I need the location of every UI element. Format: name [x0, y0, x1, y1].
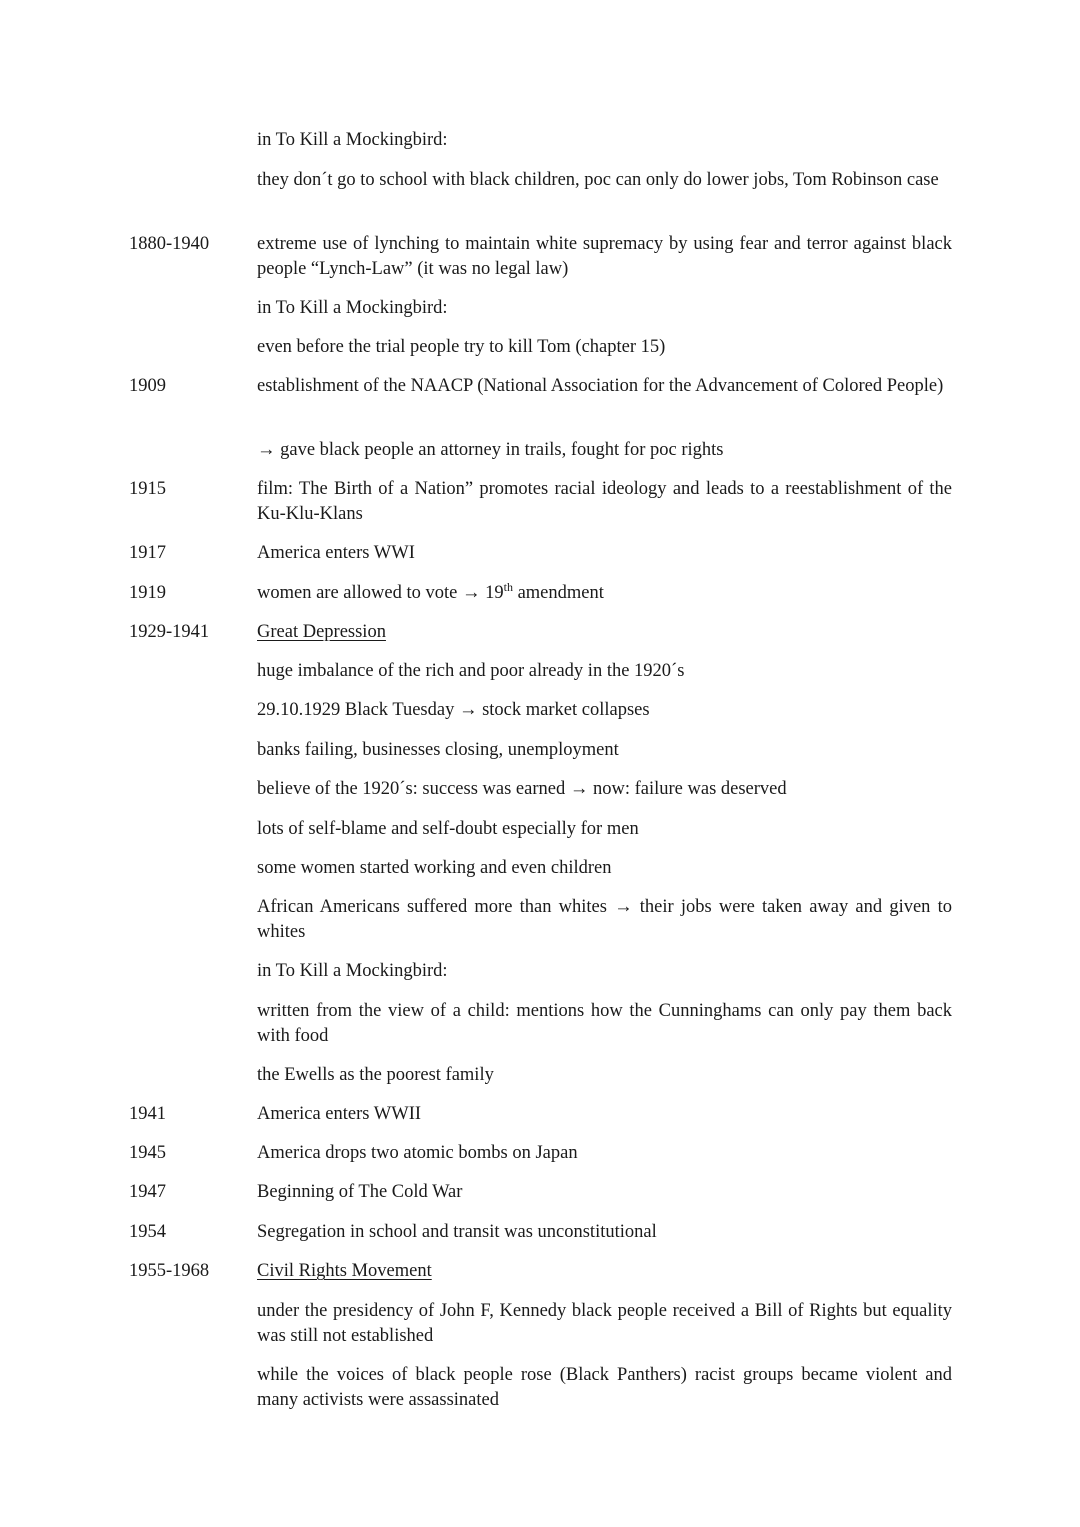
timeline-text: in To Kill a Mockingbird:	[257, 130, 448, 150]
timeline-text: African Americans suffered more than whites → their jobs were taken away and given to whites	[257, 897, 952, 942]
timeline-text: America drops two atomic bombs on Japan	[257, 1143, 578, 1163]
text-part: women are allowed to vote → 19	[257, 583, 504, 603]
timeline-text: while the voices of black people rose (Black Panthers) racist groups became violent and many activists were assassinated	[257, 1365, 952, 1410]
timeline-text: Beginning of The Cold War	[257, 1182, 463, 1202]
timeline-text: extreme use of lynching to maintain white supremacy by using fear and terror against black people “Lynch-Law” (it was no legal law)	[257, 234, 952, 279]
timeline-text: some women started working and even children	[257, 858, 612, 878]
timeline-text: even before the trial people try to kill Tom (chapter 15)	[257, 337, 666, 357]
timeline-year: 1947	[129, 1182, 166, 1202]
superscript: th	[503, 580, 513, 594]
timeline-text: under the presidency of John F, Kennedy black people received a Bill of Rights but equality was still not established	[257, 1301, 952, 1346]
timeline-text: America enters WWII	[257, 1104, 422, 1124]
timeline-year: 1880-1940	[129, 234, 210, 254]
timeline-year: 1945	[129, 1143, 166, 1163]
timeline-text: the Ewells as the poorest family	[257, 1065, 494, 1085]
timeline-text: in To Kill a Mockingbird:	[257, 961, 448, 981]
timeline-text: huge imbalance of the rich and poor already in the 1920´s	[257, 661, 685, 681]
timeline-year: 1954	[129, 1222, 166, 1242]
timeline-year: 1915	[129, 479, 166, 499]
timeline-text: they don´t go to school with black children, poc can only do lower jobs, Tom Robinson case	[257, 170, 939, 190]
timeline-text: → gave black people an attorney in trails, fought for poc rights	[257, 440, 724, 460]
timeline-text	[257, 581, 952, 606]
timeline-year: 1909	[129, 376, 166, 396]
section-heading	[257, 1259, 952, 1284]
timeline-year: 1941	[129, 1104, 166, 1124]
timeline-text: establishment of the NAACP (National Association for the Advancement of Colored People)	[257, 376, 944, 396]
timeline-text: lots of self-blame and self-doubt especially for men	[257, 819, 639, 839]
timeline-text: America enters WWI	[257, 543, 415, 563]
timeline-text: banks failing, businesses closing, unemployment	[257, 740, 619, 760]
timeline-year: 1919	[129, 583, 166, 603]
timeline-text: film: The Birth of a Nation” promotes racial ideology and leads to a reestablishment of the Ku-Klu-Klans	[257, 479, 952, 524]
text-part: amendment	[512, 583, 604, 603]
section-heading-text: Great Depression	[257, 622, 386, 642]
timeline-text: Segregation in school and transit was unconstitutional	[257, 1222, 657, 1242]
timeline-text: in To Kill a Mockingbird:	[257, 298, 448, 318]
timeline-text: written from the view of a child: mentions how the Cunninghams can only pay them back with food	[257, 1001, 952, 1046]
timeline-text: believe of the 1920´s: success was earned → now: failure was deserved	[257, 779, 787, 799]
timeline-year: 1929-1941	[129, 622, 210, 642]
timeline-year: 1917	[129, 543, 166, 563]
timeline-year: 1955-1968	[129, 1261, 210, 1281]
section-heading-text: Civil Rights Movement	[257, 1261, 432, 1281]
section-heading	[257, 620, 952, 645]
timeline-text: 29.10.1929 Black Tuesday → stock market collapses	[257, 700, 650, 720]
